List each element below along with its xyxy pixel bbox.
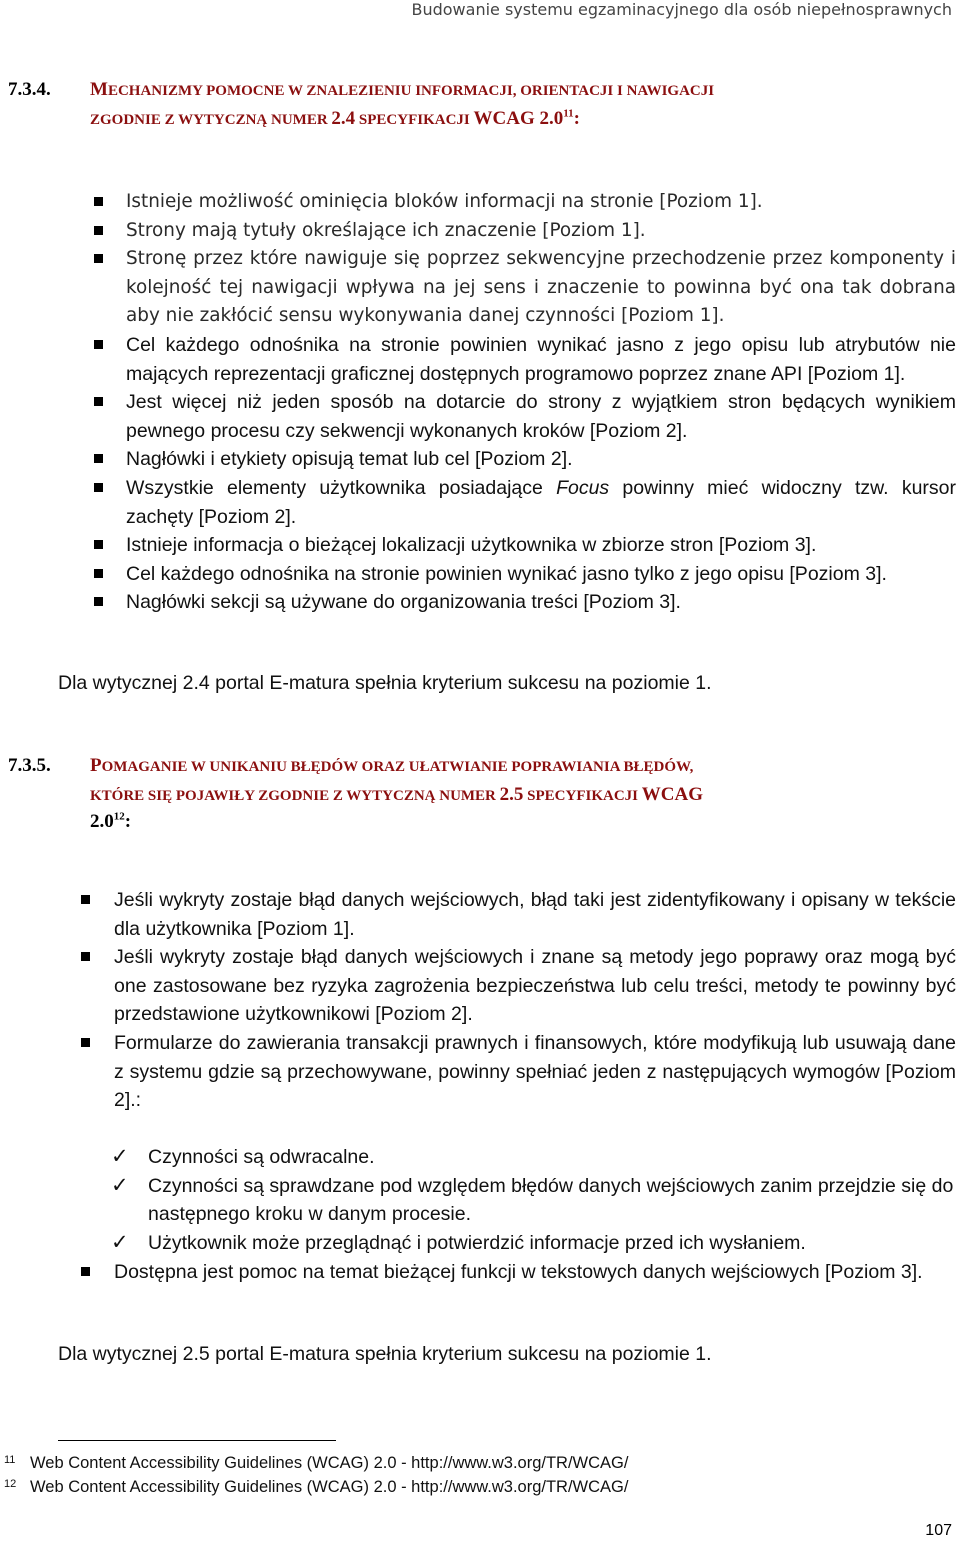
list-item: Jeśli wykryty zostaje błąd danych wejściowych i znane są metody jego poprawy oraz mogą być one zastosowane bez ryzyka zagrożenia bezpieczeństwa lub celu treści, metody te powinny być przedstawione użytkownikowi [Poziom 2].	[114, 943, 956, 1029]
footnote-ref: 12	[113, 810, 125, 823]
list-item: Jest więcej niż jeden sposób na dotarcie do strony z wyjątkiem stron będących wynikiem pewnego procesu czy sekwencji wykonanych kroków [Poziom 2].	[126, 388, 956, 445]
checkmark-icon: ✓	[111, 1145, 129, 1168]
criteria-list-2-4	[126, 188, 956, 617]
check-item: ✓ Czynności są odwracalne.	[148, 1143, 958, 1172]
page-number: 107	[925, 1522, 952, 1539]
section-number: 7.3.4.	[8, 79, 51, 100]
heading-line-1: MECHANIZMY POMOCNE W ZNALEZIENIU INFORMACJI, ORIENTACJI I NAWIGACJI	[90, 79, 715, 100]
summary-2-5: Dla wytycznej 2.5 portal E-matura spełnia kryterium sukcesu na poziomie 1.	[58, 1343, 712, 1365]
focus-emphasis: Focus	[556, 476, 610, 499]
criteria-list-2-5-cont	[114, 1258, 956, 1287]
heading-line-1: POMAGANIE W UNIKANIU BŁĘDÓW ORAZ UŁATWIANIE POPRAWIANIA BŁĘDÓW,	[90, 755, 694, 776]
section-heading-7-3-5	[8, 752, 958, 842]
list-item: Cel każdego odnośnika na stronie powinien wynikać jasno tylko z jego opisu [Poziom 3].	[126, 560, 956, 589]
heading-line-2: KTÓRE SIĘ POJAWIŁY ZGODNIE Z WYTYCZNĄ NUMER 2.5 SPECYFIKACJI WCAG	[90, 784, 703, 805]
section-number: 7.3.5.	[8, 755, 51, 776]
footnote-11: 11 Web Content Accessibility Guidelines (WCAG) 2.0 - http://www.w3.org/TR/WCAG/	[4, 1454, 629, 1472]
list-item: Cel każdego odnośnika na stronie powinien wynikać jasno z jego opisu lub atrybutów nie mających reprezentacji graficznej dostępnych programowo poprzez znane API [Poziom 1].	[126, 331, 956, 388]
footnote-ref: 11	[563, 107, 574, 120]
checkmark-icon: ✓	[111, 1173, 129, 1197]
list-item: Istnieje możliwość ominięcia bloków informacji na stronie [Poziom 1].	[126, 188, 956, 217]
list-item: Stronę przez które nawiguje się poprzez sekwencyjne przechodzenie przez komponenty i kolejność tej nawigacji wpływa na jej sens i znaczenie to powinna być ona tak dobrana aby nie zakłócić sensu wykonywania danej czynności [Poziom 1].	[126, 245, 956, 331]
summary-2-4: Dla wytycznej 2.4 portal E-matura spełnia kryterium sukcesu na poziomie 1.	[58, 672, 712, 694]
heading-line-2: ZGODNIE Z WYTYCZNĄ NUMER 2.4 SPECYFIKACJI WCAG $2.0^{11}$:	[90, 107, 580, 129]
list-item: Istnieje informacja o bieżącej lokalizacji użytkownika w zbiorze stron [Poziom 3].	[126, 531, 956, 560]
checklist	[111, 1143, 958, 1257]
list-item: Nagłówki i etykiety opisują temat lub cel [Poziom 2].	[126, 445, 956, 474]
section-heading-7-3-4	[8, 76, 958, 136]
list-item: Nagłówki sekcji są używane do organizowania treści [Poziom 3].	[126, 588, 956, 617]
list-item: Strony mają tytuły określające ich znaczenie [Poziom 1].	[126, 217, 956, 246]
list-item-focus: Wszystkie elementy użytkownika posiadające Focus powinny mieć widoczny tzw. kursor zachęty [Poziom 2].	[126, 474, 956, 531]
heading-line-3: $2.0^{12}$:	[90, 810, 132, 832]
checkmark-icon: ✓	[111, 1230, 129, 1254]
footnote-separator	[58, 1440, 336, 1441]
list-item: Dostępna jest pomoc na temat bieżącej funkcji w tekstowych danych wejściowych [Poziom 3].	[114, 1258, 956, 1287]
criteria-list-2-5	[114, 886, 956, 1115]
footnote-12: 12 Web Content Accessibility Guidelines (WCAG) 2.0 - http://www.w3.org/TR/WCAG/	[4, 1478, 629, 1496]
check-item: ✓ Użytkownik może przeglądnąć i potwierdzić informacje przed ich wysłaniem.	[148, 1229, 958, 1258]
running-header: Budowanie systemu egzaminacyjnego dla osób niepełnosprawnych	[411, 0, 952, 19]
list-item: Formularze do zawierania transakcji prawnych i finansowych, które modyfikują lub usuwają dane z systemu gdzie są przechowywane, powinny spełniać jeden z następujących wymogów [Poziom 2].:	[114, 1029, 956, 1115]
list-item: Jeśli wykryty zostaje błąd danych wejściowych, błąd taki jest zidentyfikowany i opisany w tekście dla użytkownika [Poziom 1].	[114, 886, 956, 943]
check-item: ✓ Czynności są sprawdzane pod względem błędów danych wejściowych zanim przejdzie się do następnego kroku w danym procesie.	[111, 1173, 954, 1226]
